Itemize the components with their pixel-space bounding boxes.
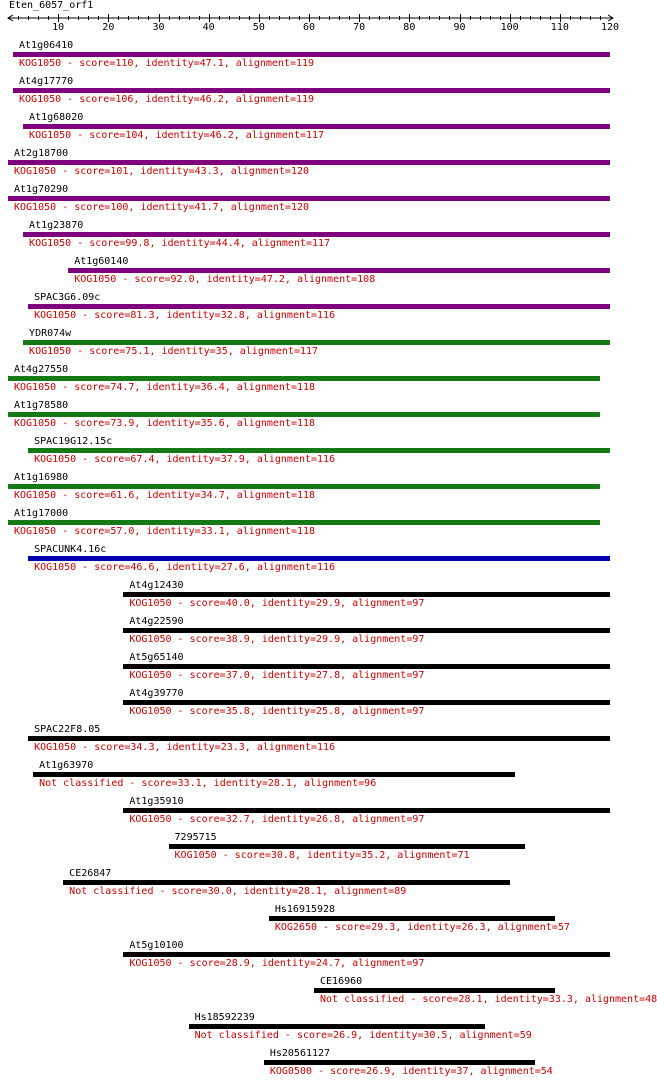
hit-id-label[interactable]: At1g78580 (14, 400, 69, 411)
hit-alignment-bar[interactable] (13, 52, 610, 57)
hit-id-label[interactable]: At4g27550 (14, 364, 69, 375)
hit-score-description: KOG1050 - score=73.9, identity=35.6, alignment=118 (14, 418, 316, 429)
hit-alignment-bar[interactable] (8, 160, 610, 165)
hit-id-label[interactable]: SPACUNK4.16c (34, 544, 107, 555)
hit-id-label[interactable]: At4g22590 (129, 616, 184, 627)
hit-alignment-bar[interactable] (264, 1060, 535, 1065)
ruler-tick-label: 40 (202, 22, 215, 33)
hit-alignment-bar[interactable] (28, 556, 610, 561)
hit-score-description: KOG2650 - score=29.3, identity=26.3, alignment=57 (274, 922, 570, 933)
hit-alignment-bar[interactable] (123, 592, 610, 597)
hit-alignment-bar[interactable] (8, 376, 600, 381)
hit-alignment-bar[interactable] (123, 628, 610, 633)
hit-id-label[interactable]: At5g10100 (129, 940, 184, 951)
ruler-tick-label: 120 (600, 22, 620, 33)
hit-id-label[interactable]: 7295715 (174, 832, 217, 843)
hit-score-description: KOG1050 - score=104, identity=46.2, alignment=117 (29, 130, 325, 141)
hit-score-description: KOG1050 - score=37.0, identity=27.8, alignment=97 (129, 670, 425, 681)
hit-id-label[interactable]: At4g17770 (19, 76, 74, 87)
hit-id-label[interactable]: SPAC22F8.05 (34, 724, 101, 735)
hit-id-label[interactable]: At1g17000 (14, 508, 69, 519)
ruler-tick-label: 90 (453, 22, 466, 33)
hit-alignment-bar[interactable] (63, 880, 509, 885)
hit-id-label[interactable]: At4g39770 (129, 688, 184, 699)
ruler-tick-label: 110 (550, 22, 569, 33)
hit-score-description: KOG1050 - score=81.3, identity=32.8, alignment=116 (34, 310, 336, 321)
hit-id-label[interactable]: At1g23870 (29, 220, 84, 231)
hit-alignment-bar[interactable] (189, 1024, 485, 1029)
hit-id-label[interactable]: At1g60140 (74, 256, 129, 267)
hit-alignment-bar[interactable] (8, 520, 600, 525)
hit-score-description: Not classified - score=28.1, identity=33.3, alignment=48 (320, 994, 657, 1005)
hit-id-label[interactable]: Hs18592239 (194, 1012, 255, 1023)
query-title: Eten_6057_orf1 (9, 0, 94, 11)
hit-id-label[interactable]: YDR074w (29, 328, 72, 339)
hit-alignment-bar[interactable] (123, 952, 610, 957)
hit-score-description: KOG1050 - score=30.8, identity=35.2, alignment=71 (174, 850, 470, 861)
hit-alignment-bar[interactable] (13, 88, 610, 93)
hit-id-label[interactable]: At1g68020 (29, 112, 84, 123)
hit-score-description: KOG1050 - score=101, identity=43.3, alignment=120 (14, 166, 310, 177)
hit-id-label[interactable]: Hs16915928 (274, 904, 336, 915)
ruler-tick-label: 80 (403, 22, 416, 33)
hit-score-description: KOG1050 - score=92.0, identity=47.2, alignment=108 (74, 274, 376, 285)
hit-alignment-bar[interactable] (8, 196, 610, 201)
hit-alignment-bar[interactable] (123, 808, 610, 813)
position-ruler (0, 0, 620, 33)
hit-id-label[interactable]: Hs20561127 (269, 1048, 331, 1059)
hit-score-description: KOG1050 - score=110, identity=47.1, alignment=119 (19, 58, 315, 69)
hit-id-label[interactable]: At1g06410 (19, 40, 74, 51)
hit-alignment-bar[interactable] (28, 448, 610, 453)
hit-alignment-bar[interactable] (8, 484, 600, 489)
hit-alignment-bar[interactable] (8, 412, 600, 417)
hit-alignment-bar[interactable] (23, 340, 610, 345)
ruler-tick-label: 50 (252, 22, 265, 33)
hit-alignment-bar[interactable] (28, 736, 610, 741)
hit-score-description: KOG1050 - score=46.6, identity=27.6, alignment=116 (34, 562, 336, 573)
ruler-tick-label: 20 (102, 22, 115, 33)
ruler-tick-label: 60 (302, 22, 316, 33)
hit-alignment-bar[interactable] (28, 304, 610, 309)
ruler-tick-label: 30 (152, 22, 165, 33)
hit-id-label[interactable]: CE16960 (320, 976, 363, 987)
hit-score-description: KOG1050 - score=40.0, identity=29.9, alignment=97 (129, 598, 425, 609)
ruler-tick-label: 100 (500, 22, 519, 33)
hit-alignment-bar[interactable] (123, 664, 610, 669)
hit-id-label[interactable]: At1g35910 (129, 796, 184, 807)
ruler-tick-label: 70 (353, 22, 366, 33)
hit-score-description: KOG1050 - score=38.9, identity=29.9, alignment=97 (129, 634, 425, 645)
hit-score-description: KOG1050 - score=32.7, identity=26.8, alignment=97 (129, 814, 425, 825)
hit-score-description: KOG1050 - score=28.9, identity=24.7, alignment=97 (129, 958, 425, 969)
hit-score-description: KOG1050 - score=57.0, identity=33.1, alignment=118 (14, 526, 316, 537)
hit-score-description: KOG1050 - score=35.8, identity=25.8, alignment=97 (129, 706, 425, 717)
hit-id-label[interactable]: At2g18700 (14, 148, 69, 159)
hit-score-description: KOG1050 - score=67.4, identity=37.9, alignment=116 (34, 454, 336, 465)
hit-id-label[interactable]: SPAC19G12.15c (34, 436, 113, 447)
hit-id-label[interactable]: At5g65140 (129, 652, 184, 663)
hit-score-description: KOG0500 - score=26.9, identity=37, alignment=54 (269, 1066, 553, 1077)
hit-alignment-bar[interactable] (169, 844, 525, 849)
hit-alignment-bar[interactable] (123, 700, 610, 705)
hit-id-label[interactable]: CE26847 (69, 868, 112, 879)
hit-score-description: KOG1050 - score=34.3, identity=23.3, alignment=116 (34, 742, 336, 753)
hit-id-label[interactable]: At1g70290 (14, 184, 69, 195)
hit-id-label[interactable]: At1g63970 (39, 760, 94, 771)
hit-score-description: KOG1050 - score=75.1, identity=35, alignment=117 (29, 346, 319, 357)
hit-score-description: Not classified - score=26.9, identity=30.5, alignment=59 (194, 1030, 532, 1041)
hit-id-label[interactable]: SPAC3G6.09c (34, 292, 101, 303)
hit-alignment-bar[interactable] (33, 772, 515, 777)
hit-score-description: KOG1050 - score=61.6, identity=34.7, alignment=118 (14, 490, 316, 501)
hit-id-label[interactable]: At1g16980 (14, 472, 69, 483)
hit-score-description: KOG1050 - score=99.8, identity=44.4, alignment=117 (29, 238, 331, 249)
ruler-tick-label: 10 (52, 22, 65, 33)
hit-score-description: KOG1050 - score=106, identity=46.2, alignment=119 (19, 94, 315, 105)
hit-alignment-bar[interactable] (314, 988, 555, 993)
hit-alignment-bar[interactable] (23, 124, 610, 129)
hit-score-description: KOG1050 - score=100, identity=41.7, alignment=120 (14, 202, 310, 213)
hit-score-description: Not classified - score=33.1, identity=28.1, alignment=96 (39, 778, 377, 789)
hit-alignment-bar[interactable] (68, 268, 610, 273)
hit-score-description: Not classified - score=30.0, identity=28.1, alignment=89 (69, 886, 407, 897)
hit-score-description: KOG1050 - score=74.7, identity=36.4, alignment=118 (14, 382, 316, 393)
hit-id-label[interactable]: At4g12430 (129, 580, 184, 591)
hit-alignment-bar[interactable] (23, 232, 610, 237)
hit-alignment-bar[interactable] (269, 916, 555, 921)
